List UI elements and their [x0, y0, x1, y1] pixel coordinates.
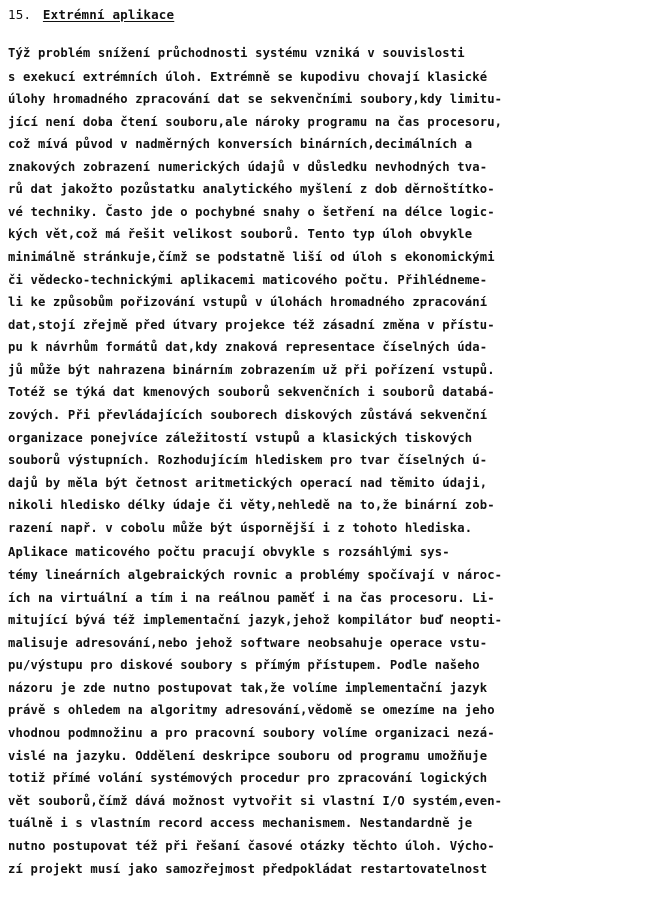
text-line: malisuje adresování,nebo jehož software neobsahuje operace vstu-: [8, 636, 488, 650]
text-line: razení např. v cobolu může být úspornější i z tohoto hlediska.: [8, 521, 473, 535]
text-line: což mívá původ v nadměrných konversích binárních,decimálních a: [8, 137, 473, 151]
text-line: či vědecko-technickými aplikacemi maticového počtu. Přihlédneme-: [8, 273, 488, 287]
text-line: ích na virtuální a tím i na reálnou paměť i na čas procesoru. Li-: [8, 591, 495, 605]
text-line: jů může být nahrazena binárním zobrazením už při pořízení vstupů.: [8, 363, 495, 377]
text-line: li ke způsobům pořizování vstupů v úlohách hromadného zpracování: [8, 295, 488, 309]
section-number: 15.: [8, 7, 32, 22]
text-line: tuálně i s vlastním record access mechanismem. Nestandardně je: [8, 816, 473, 830]
text-line: zí projekt musí jako samozřejmost předpokládat restartovatelnost: [8, 862, 488, 876]
text-line: s exekucí extrémních úloh. Extrémně se kupodivu chovají klasické: [8, 70, 488, 84]
text-line: kých vět,což má řešit velikost souborů. Tento typ úloh obvykle: [8, 227, 473, 241]
text-line: souborů výstupních. Rozhodujícím hlediskem pro tvar číselných ú-: [8, 453, 488, 467]
text-line: organizace ponejvíce záležitostí vstupů a klasických tiskových: [8, 431, 473, 445]
text-line: vislé na jazyku. Oddělení deskripce souboru od programu umožňuje: [8, 749, 488, 763]
text-line: jící není doba čtení souboru,ale nároky programu na čas procesoru,: [8, 115, 503, 129]
text-line: právě s ohledem na algoritmy adresování,vědomě se omezíme na jeho: [8, 703, 495, 717]
text-line: nutno postupovat též při řešaní časové otázky těchto úloh. Výcho-: [8, 839, 495, 853]
text-line: Týž problém snížení průchodnosti systému vzniká v souvislosti: [8, 46, 465, 60]
text-line: úlohy hromadného zpracování dat se sekvenčními soubory,kdy limitu-: [8, 92, 503, 106]
text-line: nikoli hledisko délky údaje či věty,nehledě na to,že binární zob-: [8, 498, 495, 512]
text-line: názoru je zde nutno postupovat tak,že volíme implementační jazyk: [8, 681, 488, 695]
text-line: minimálně stránkuje,čímž se podstatně liší od úloh s ekonomickými: [8, 250, 495, 264]
text-line: vhodnou podmnožinu a pro pracovní soubory volíme organizaci nezá-: [8, 726, 495, 740]
text-line: dat,stojí zřejmě před útvary projekce též zásadní změna v přístu-: [8, 318, 495, 332]
text-line: mitující bývá též implementační jazyk,jehož kompilátor buď neopti-: [8, 613, 503, 627]
text-line: zových. Při převládajících souborech diskových zůstává sekvenční: [8, 408, 488, 422]
text-line: rů dat jakožto pozůstatku analytického myšlení z dob děrnoštítko-: [8, 182, 495, 196]
text-line: pu k návrhům formátů dat,kdy znaková representace číselných úda-: [8, 340, 488, 354]
text-line: pu/výstupu pro diskové soubory s přímým přístupem. Podle našeho: [8, 658, 480, 672]
text-line: Aplikace maticového počtu pracují obvykle s rozsáhlými sys-: [8, 545, 450, 559]
text-line: znakových zobrazení numerických údajů v důsledku nevhodných tva-: [8, 160, 488, 174]
text-line: dajů by měla být četnost aritmetických operací nad těmito údaji,: [8, 476, 488, 490]
text-line: totiž přímé volání systémových procedur pro zpracování logických: [8, 771, 488, 785]
section-heading: [8, 7, 174, 22]
text-line: vé techniky. Často jde o pochybné snahy o šetření na délce logic-: [8, 205, 495, 219]
text-line: vět souborů,čímž dává možnost vytvořit si vlastní I/O systém,even-: [8, 794, 503, 808]
text-line: témy lineárních algebraických rovnic a problémy spočívají v nároc-: [8, 568, 503, 582]
text-line: Totéž se týká dat kmenových souborů sekvenčních i souborů databá-: [8, 385, 495, 399]
section-title: Extrémní aplikace: [42, 7, 175, 22]
